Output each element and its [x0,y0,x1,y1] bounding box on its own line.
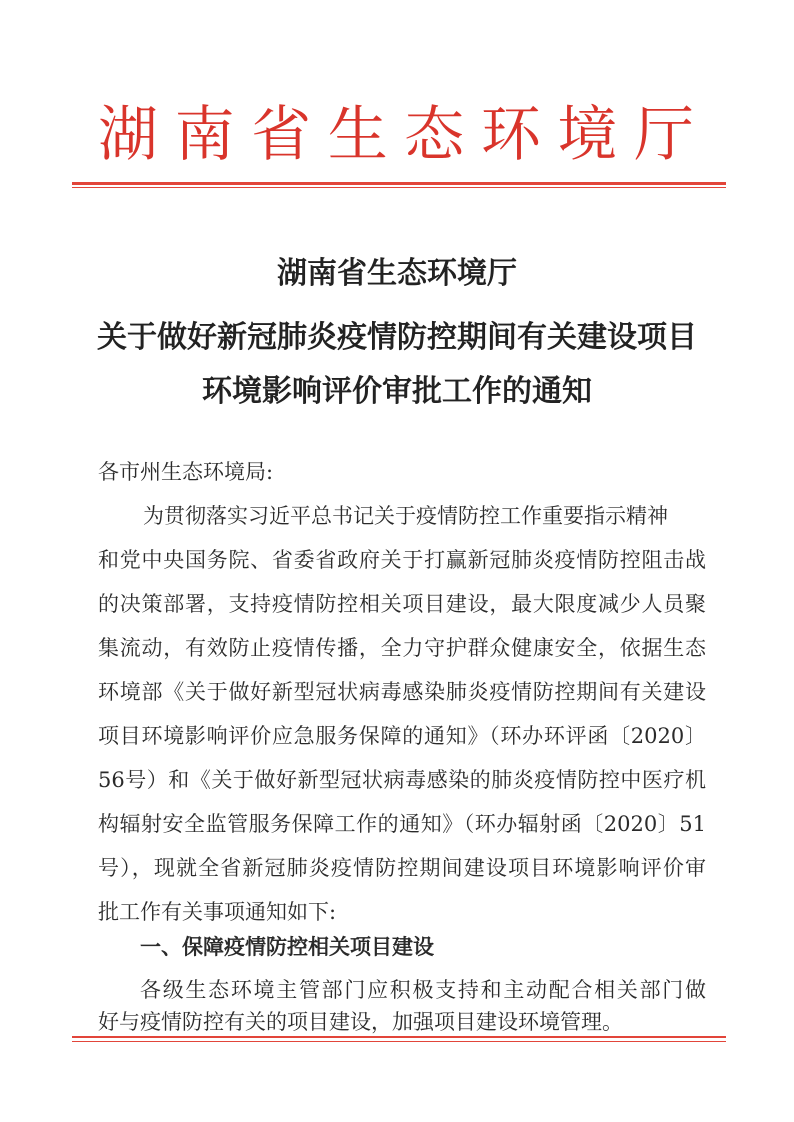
section-heading: 一、保障疫情防控相关项目建设 [140,935,434,959]
body-line: 号），现就全省新冠肺炎疫情防控期间建设项目环境影响评价审 [98,856,706,880]
section-line: 各级生态环境主管部门应积极支持和主动配合相关部门做 [140,978,706,1002]
doc-title-line-1: 湖南省生态环境厅 [277,256,517,291]
section-line: 好与疫情防控有关的项目建设，加强项目建设环境管理。 [98,1010,623,1034]
body-line: 集流动，有效防止疫情传播，全力守护群众健康安全，依据生态 [98,636,706,660]
footer-red-divider [72,1036,726,1042]
body-line: 环境部《关于做好新型冠状病毒感染肺炎疫情防控期间有关建设 [98,680,706,704]
doc-title-line-2: 关于做好新冠肺炎疫情防控期间有关建设项目 [97,320,697,355]
letterhead-org-name: 湖南省生态环境厅 [98,100,694,170]
body-line: 项目环境影响评价应急服务保障的通知》（环办环评函〔2020〕 [98,724,706,748]
body-line: 构辐射安全监管服务保障工作的通知》（环办辐射函〔2020〕51 [98,812,706,836]
letterhead-red-divider [72,182,726,188]
body-line: 批工作有关事项通知如下: [98,900,337,924]
body-line: 的决策部署，支持疫情防控相关项目建设，最大限度减少人员聚 [98,592,706,616]
doc-title-line-3: 环境影响评价审批工作的通知 [202,374,592,409]
body-line: 56号）和《关于做好新型冠状病毒感染的肺炎疫情防控中医疗机 [98,768,706,792]
addressee: 各市州生态环境局: [98,460,274,484]
body-line: 为贯彻落实习近平总书记关于疫情防控工作重要指示精神 [143,504,668,528]
body-line: 和党中央国务院、省委省政府关于打赢新冠肺炎疫情防控阻击战 [98,548,706,572]
